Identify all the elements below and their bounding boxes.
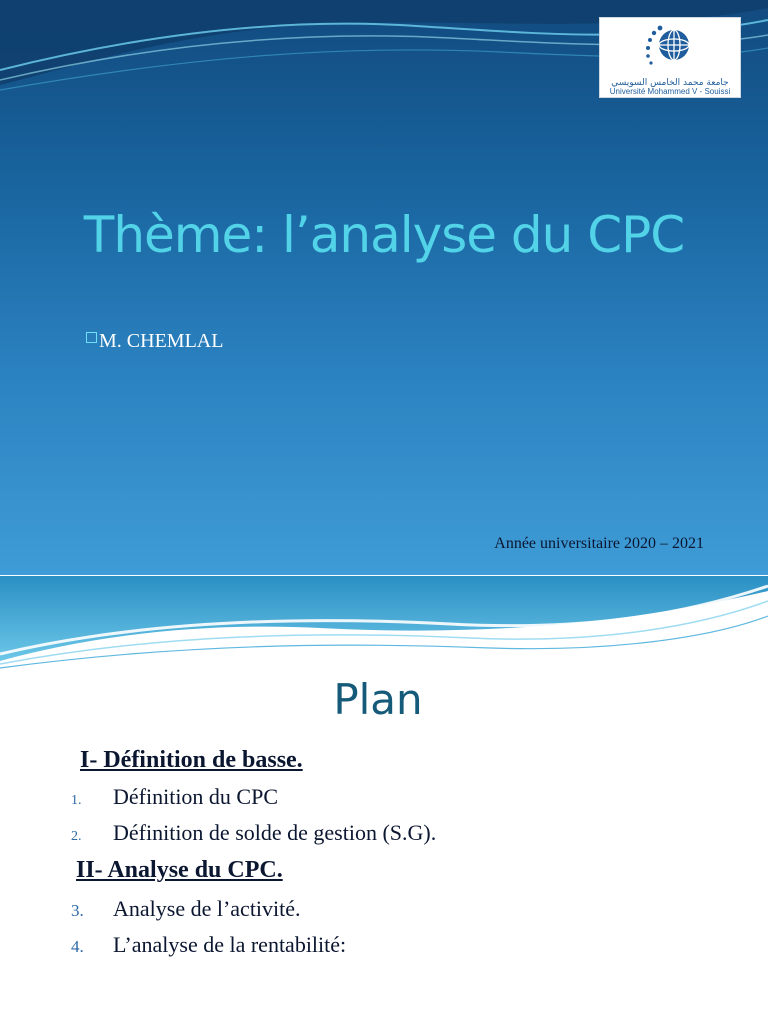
list-item — [71, 784, 278, 810]
author-line — [86, 330, 223, 353]
square-bullet-icon — [86, 332, 97, 343]
list-item — [71, 896, 301, 922]
slide-title: Thème: l’analyse du CPC — [83, 206, 685, 264]
academic-year: Année universitaire 2020 – 2021 — [494, 535, 704, 552]
logo-arabic-name: جامعة محمد الخامس السويسي — [611, 78, 729, 88]
section-heading-1: I- Définition de basse. — [80, 747, 303, 773]
list-item — [71, 932, 346, 958]
logo-french-name: Université Mohammed V - Souissi — [609, 87, 731, 96]
plan-slide — [0, 576, 768, 1024]
list-item — [71, 820, 436, 846]
list-item-text: L’analyse de la rentabilité: — [113, 932, 347, 957]
list-number: 1. — [71, 793, 82, 808]
plan-header-waves-decoration — [0, 576, 768, 671]
globe-icon — [600, 18, 740, 80]
list-number: 2. — [71, 829, 82, 844]
section-heading-2: II- Analyse du CPC. — [76, 857, 283, 883]
list-number: 3. — [71, 901, 84, 920]
author-name: M. CHEMLAL — [99, 330, 224, 352]
list-item-text: Définition de solde de gestion (S.G). — [113, 820, 437, 845]
list-item-text: Définition du CPC — [113, 784, 279, 809]
plan-title: Plan — [333, 675, 423, 724]
list-item-text: Analyse de l’activité. — [113, 896, 301, 921]
list-number: 4. — [71, 937, 84, 956]
university-logo — [599, 17, 741, 98]
